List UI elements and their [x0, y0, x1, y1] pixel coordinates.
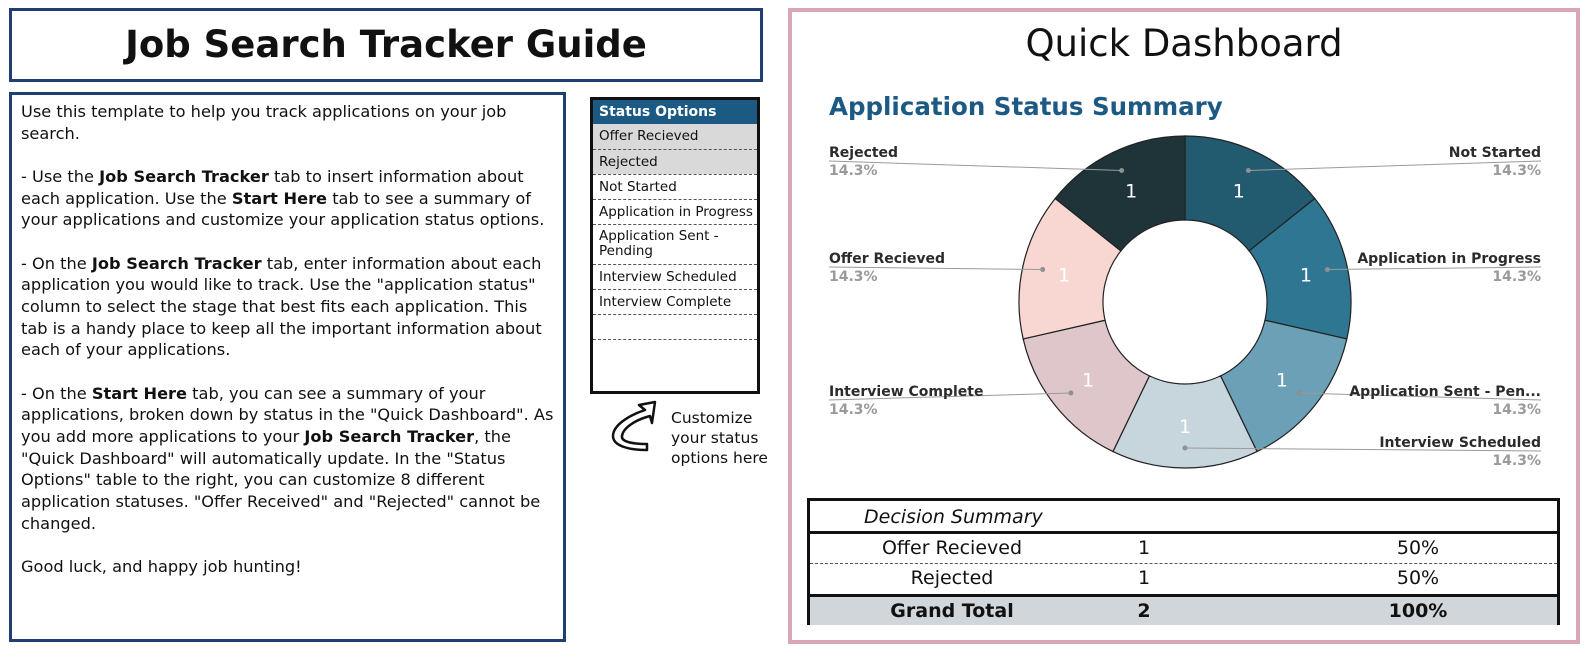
row-count: 1 [1137, 537, 1151, 559]
row-percent: 50% [1396, 567, 1440, 589]
slice-percent-label: 14.3% [1492, 402, 1541, 418]
instructions-closing: Good luck, and happy job hunting! [21, 556, 302, 576]
slice-category-label: Interview Complete [829, 384, 984, 400]
status-option-cell[interactable]: Rejected [593, 149, 757, 174]
row-percent: 50% [1396, 537, 1440, 559]
slice-percent-label: 14.3% [1492, 163, 1541, 179]
dashboard-title: Quick Dashboard [1025, 22, 1343, 65]
instructions-step-dashboard: - On the Start Here tab, you can see a summary of your applications, broken down by status in the "Quick Dashboard". As you add more applications to your Job Search Tracker, the "Quick Dashboard" will automatically update. In the "Status Options" table to the right, you can customize 8 different application statuses. "Offer Received" and "Rejected" cannot be changed. [21, 383, 554, 533]
slice-category-label: Rejected [829, 145, 899, 161]
total-percent: 100% [1388, 600, 1448, 622]
table-row [810, 564, 1557, 594]
chart-title: Application Status Summary [829, 92, 1223, 121]
status-option-cell[interactable]: Not Started [593, 174, 757, 199]
status-option-cell[interactable]: Interview Complete [593, 289, 757, 314]
slice-category-label: Not Started [1448, 145, 1541, 161]
total-label: Grand Total [890, 600, 1014, 622]
instructions-intro: Use this template to help you track applications on your job search. [21, 102, 507, 143]
customize-note: Customize your status options here [671, 409, 768, 467]
row-label: Offer Recieved [881, 537, 1023, 559]
decision-summary-table [807, 498, 1560, 625]
instructions-step-tracker: - Use the Job Search Tracker tab to insert information about each application. Use the Start Here tab to see a summary of your applications and customize your application status options. [21, 166, 545, 230]
segment-value-label: 1 [1058, 264, 1071, 287]
decision-summary-header: Decision Summary [810, 501, 1557, 534]
slice-category-label: Application Sent - Pen... [1349, 384, 1541, 400]
guide-title: Job Search Tracker Guide [125, 23, 647, 66]
status-options-header: Status Options [593, 100, 757, 124]
status-option-cell[interactable]: Application in Progress [593, 199, 757, 224]
segment-value-label: 1 [1178, 416, 1192, 438]
slice-percent-label: 14.3% [1492, 453, 1541, 469]
slice-percent-label: 14.3% [829, 402, 878, 418]
row-label: Rejected [910, 567, 994, 589]
table-row [810, 534, 1557, 564]
slice-category-label: Offer Recieved [829, 251, 946, 267]
segment-value-label: 1 [1232, 180, 1245, 203]
row-count: 1 [1137, 567, 1151, 589]
slice-percent-label: 14.3% [1492, 269, 1541, 285]
status-option-cell[interactable]: Application Sent - Pending [593, 224, 757, 264]
total-count: 2 [1137, 600, 1151, 622]
status-option-cell[interactable]: Offer Recieved [593, 124, 757, 149]
segment-value-label: 1 [1082, 369, 1095, 392]
segment-value-label: 1 [1275, 369, 1288, 392]
slice-category-label: Application in Progress [1357, 251, 1541, 267]
status-option-cell[interactable]: Interview Scheduled [593, 264, 757, 289]
slice-percent-label: 14.3% [829, 163, 878, 179]
slice-category-label: Interview Scheduled [1379, 435, 1541, 451]
segment-value-label: 1 [1125, 180, 1138, 203]
slice-percent-label: 14.3% [829, 269, 878, 285]
grand-total-row [810, 594, 1557, 625]
instructions-step-enter: - On the Job Search Tracker tab, enter information about each application you would like to track. Use the "application status" column to select the stage that best fits each application. This tab is a handy place to keep all the important information about each of your applications. [21, 253, 542, 360]
segment-value-label: 1 [1299, 264, 1312, 287]
